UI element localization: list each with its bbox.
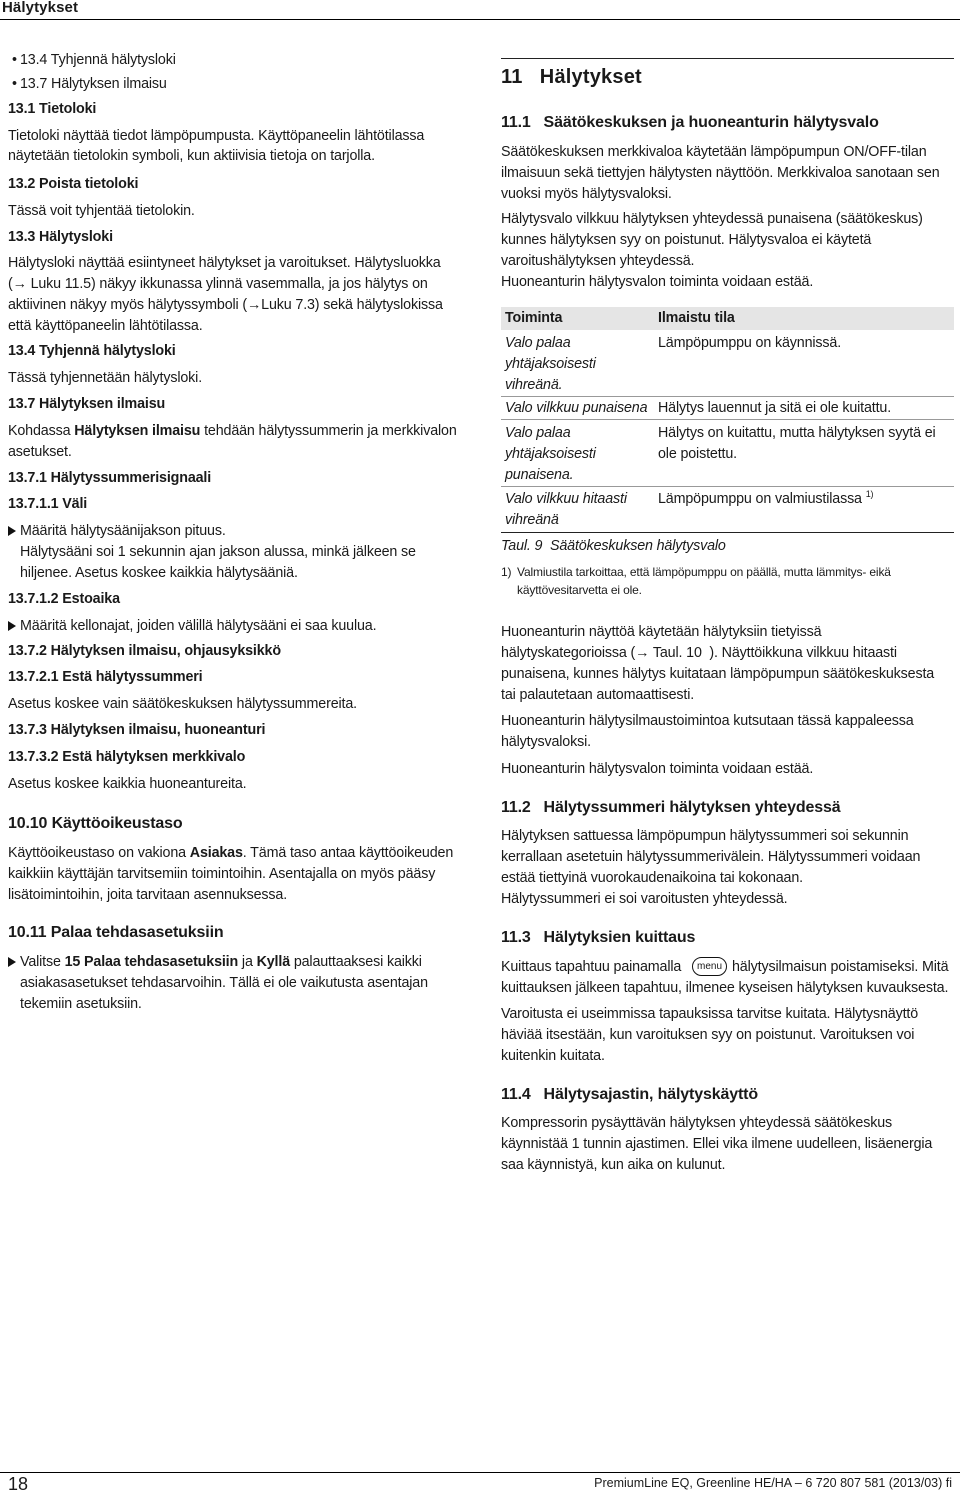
- paragraph-line: punaisena, kunnes hälytys kuitataan lämpöpumpun säätökeskuksesta: [501, 666, 935, 682]
- paragraph-line: hälytysilmaisun poistamiseksi. Mitä: [732, 959, 949, 975]
- menu-button-icon: menu: [692, 957, 727, 976]
- footnote-line: käyttövesitarvetta ei ole.: [517, 583, 642, 597]
- section-heading: 11.1 Säätökeskuksen ja huoneanturin hälytysvalo: [501, 114, 879, 131]
- table-cell: Valo palaa: [505, 335, 571, 351]
- table-header-cell: Toiminta: [505, 310, 563, 326]
- paragraph-line: tai palautetaan automaattisesti.: [501, 687, 695, 703]
- paragraph-line: Kompressorin pysäyttävän hälytyksen yhteydessä säätökeskus: [501, 1115, 893, 1131]
- paragraph-line: kuitenkin kuitata.: [501, 1048, 605, 1064]
- table-header-cell: Ilmaistu tila: [658, 310, 735, 326]
- paragraph-line: näytetään tietolokin symboli, kun aktiivisia tietoja on tarjolla.: [8, 148, 375, 164]
- paragraph-line: Tietoloki näyttää tiedot lämpöpumpusta. Käyttöpaneelin lähtötilassa: [8, 128, 425, 144]
- table-cell: ole poistettu.: [658, 446, 737, 462]
- paragraph-line: Hälytysääni soi 1 sekunnin ajan jakson alussa, minkä jälkeen se: [20, 544, 416, 560]
- paragraph-line: hälytyskategorioissa (→ Taul. 10 ). Näyttöikkuna vilkkuu hitaasti: [501, 645, 897, 661]
- table-cell: punaisena.: [505, 467, 574, 483]
- table-row-divider: [501, 486, 954, 487]
- chapter-rule: [501, 58, 954, 59]
- page-header: [0, 0, 960, 20]
- footnote-ref: 1): [865, 489, 874, 499]
- paragraph-line: [8, 843, 453, 864]
- table-caption: Taul. 9 Säätökeskuksen hälytysvalo: [501, 538, 726, 554]
- action-arrow-icon: [8, 526, 16, 536]
- section-heading: 13.3 Hälytysloki: [8, 229, 113, 245]
- table-cell: Valo vilkkuu hitaasti: [505, 491, 627, 507]
- text-run: Kohdassa: [8, 423, 75, 439]
- text-run-bold: 15 Palaa tehdasasetuksiin: [64, 954, 239, 970]
- paragraph-line: saa käynnistyä, kun aika on kulunut.: [501, 1157, 726, 1173]
- paragraph-line: Hälytysloki näyttää esiintyneet hälytykset ja varoitukset. Hälytysluokka: [8, 255, 441, 271]
- bullet-item: • 13.7 Hälytyksen ilmaisu: [20, 74, 167, 95]
- text-run: Valitse: [20, 954, 65, 970]
- action-line: Määritä hälytysäänijakson pituus.: [20, 523, 226, 539]
- action-line: Määritä kellonajat, joiden välillä hälytysääni ei saa kuulua.: [20, 618, 377, 634]
- table-cell: vihreänä.: [505, 377, 563, 393]
- paragraph-line: vuoksi myös hälytysvaloksi.: [501, 186, 672, 202]
- paragraph-line: asetukset.: [8, 444, 72, 460]
- section-heading: 11.4 Hälytysajastin, hälytyskäyttö: [501, 1086, 758, 1103]
- text-run: Käyttöoikeustaso on vakiona: [8, 845, 190, 861]
- paragraph-line: häviää itsestään, kun varoituksen syy on poistunut. Varoituksen voi: [501, 1027, 915, 1043]
- paragraph-line: Huoneanturin näyttöä käytetään hälytyksiin tietyissä: [501, 624, 822, 640]
- section-heading: 13.1 Tietoloki: [8, 101, 97, 117]
- paragraph-line: Huoneanturin hälytysvalon toiminta voidaan estää.: [501, 274, 814, 290]
- table-row-divider: [501, 419, 954, 420]
- section-heading: 13.7.1.1 Väli: [8, 496, 88, 512]
- table-cell: Valo palaa: [505, 425, 571, 441]
- section-heading: 13.7 Hälytyksen ilmaisu: [8, 396, 166, 412]
- section-heading: 13.2 Poista tietoloki: [8, 176, 139, 192]
- paragraph-line: Hälytyksen sattuessa lämpöpumpun hälytyssummeri soi sekunnin: [501, 828, 909, 844]
- text-run: ja: [238, 954, 257, 970]
- paragraph-line: asiakasasetukset tehdasarvoihin. Tällä ei ole vaikutusta asentajan: [20, 975, 428, 991]
- paragraph-line: käynnistää 1 tunnin ajastimen. Ellei vika ilmene uudelleen, lisäenergia: [501, 1136, 933, 1152]
- action-line: [20, 952, 422, 973]
- paragraph-line: Hälytysvalo vilkkuu hälytyksen yhteydessä punaisena (säätökeskus): [501, 211, 923, 227]
- section-heading: 11.3 Hälytyksien kuittaus: [501, 929, 696, 946]
- section-heading: 10.11 Palaa tehdasasetuksiin: [8, 924, 224, 941]
- paragraph-line: että käyttöpaneelin lähtötilassa.: [8, 318, 203, 334]
- section-heading: 10.10 Käyttöoikeustaso: [8, 815, 183, 832]
- text-run: . Tämä taso antaa käyttöoikeuden: [242, 845, 454, 861]
- paragraph-line: varoitushälytyksen yhteydessä.: [501, 253, 695, 269]
- paragraph-line: aktiivinen näkyy myös hälytyssymboli (→Luku 7.3) sekä hälytyslokissa: [8, 297, 443, 313]
- table-cell: yhtäjaksoisesti: [505, 446, 596, 462]
- section-heading: 13.7.2 Hälytyksen ilmaisu, ohjausyksikkö: [8, 643, 281, 659]
- bullet-item: • 13.4 Tyhjennä hälytysloki: [20, 50, 176, 71]
- table-cell: Hälytys lauennut ja sitä ei ole kuitattu.: [658, 400, 892, 416]
- section-heading: 13.7.1 Hälytyssummerisignaali: [8, 470, 212, 486]
- paragraph-line: Varoitusta ei useimmissa tapauksissa tarvitse kuitata. Hälytysnäyttö: [501, 1006, 919, 1022]
- paragraph-line: Hälytyssummeri ei soi varoitusten yhteydessä.: [501, 891, 788, 907]
- table-row-divider: [501, 396, 954, 397]
- section-heading: 13.7.2.1 Estä hälytyssummeri: [8, 669, 203, 685]
- paragraph-line: Huoneanturin hälytysvalon toiminta voidaan estää.: [501, 761, 814, 777]
- table-cell: Valo vilkkuu punaisena: [505, 400, 648, 416]
- text-run-bold: Asiakas: [189, 845, 243, 861]
- paragraph-line: Kuittaus tapahtuu painamalla: [501, 959, 682, 975]
- table-cell: yhtäjaksoisesti: [505, 356, 596, 372]
- page-number: 18: [8, 1474, 29, 1494]
- footnote-line: Valmiustila tarkoittaa, että lämpöpumppu on päällä, mutta lämmitys- eikä: [517, 565, 891, 579]
- section-heading: 13.7.3 Hälytyksen ilmaisu, huoneanturi: [8, 722, 266, 738]
- text-run: Lämpöpumppu on valmiustilassa: [658, 491, 862, 507]
- action-arrow-icon: [8, 621, 16, 631]
- paragraph-line: Tässä voit tyhjentää tietolokin.: [8, 203, 195, 219]
- footer-rule: [0, 1472, 960, 1473]
- footer-document-id: PremiumLine EQ, Greenline HE/HA – 6 720 807 581 (2013/03) fi: [594, 1476, 952, 1490]
- table-cell: Lämpöpumppu on käynnissä.: [658, 335, 842, 351]
- paragraph-line: Huoneanturin hälytysilmaustoimintoa kutsutaan tässä kappaleessa: [501, 713, 914, 729]
- paragraph-line: Tässä tyhjennetään hälytysloki.: [8, 370, 203, 386]
- paragraph-line: hiljenee. Asetus koskee kaikkia hälytysääniä.: [20, 565, 298, 581]
- paragraph-line: Asetus koskee vain säätökeskuksen hälytyssummereita.: [8, 696, 357, 712]
- paragraph-line: estää tiettyinä vuorokaudenaikoina tai kokonaan.: [501, 870, 803, 886]
- paragraph-line: tekemiin asetuksiin.: [20, 996, 142, 1012]
- table-cell: vihreänä: [505, 512, 559, 528]
- table-cell: Hälytys on kuitattu, mutta hälytyksen syytä ei: [658, 425, 936, 441]
- section-heading: 13.4 Tyhjennä hälytysloki: [8, 343, 176, 359]
- table-cell: [658, 489, 873, 510]
- paragraph-line: ilmaisuun sekä tiettyjen hälytysten näyttöön. Merkkivaloa sanotaan sen: [501, 165, 940, 181]
- table-bottom-rule: [501, 532, 954, 533]
- text-run-bold: Hälytyksen ilmaisu: [74, 423, 201, 439]
- paragraph-line: Asetus koskee kaikkia huoneantureita.: [8, 776, 247, 792]
- paragraph-line: lisätoimintoihin, joita tarvitaan asennuksessa.: [8, 887, 288, 903]
- section-heading: 11.2 Hälytyssummeri hälytyksen yhteydessä: [501, 799, 841, 816]
- section-heading: 13.7.1.2 Estoaika: [8, 591, 120, 607]
- footnote-number: 1): [501, 565, 512, 579]
- section-heading: 13.7.3.2 Estä hälytyksen merkkivalo: [8, 749, 246, 765]
- paragraph-line: kunnes hälytyksen syy on poistunut. Hälytysvaloa ei käytetä: [501, 232, 872, 248]
- text-run-bold: Kyllä: [256, 954, 290, 970]
- paragraph-line: kuittauksen jälkeen tapahtuu, ilmenee kyseisen hälytyksen kuvauksesta.: [501, 980, 949, 996]
- header-title: Hälytykset: [2, 0, 79, 16]
- chapter-title: 11 Hälytykset: [501, 66, 642, 88]
- text-run: palauttaaksesi kaikki: [290, 954, 422, 970]
- paragraph-line: kaikkiin käyttäjän tarvitsemiin toimintoihin. Asentajalla on myös pääsy: [8, 866, 436, 882]
- action-arrow-icon: [8, 957, 16, 967]
- paragraph-line: hälytysvaloksi.: [501, 734, 591, 750]
- paragraph-line: [8, 421, 457, 442]
- paragraph-line: (→ Luku 11.5) näkyy ikkunassa ylinnä vasemmalla, ja jos hälytys on: [8, 276, 428, 292]
- text-run: tehdään hälytyssummerin ja merkkivalon: [200, 423, 457, 439]
- paragraph-line: Säätökeskuksen merkkivaloa käytetään lämpöpumpun ON/OFF-tilan: [501, 144, 927, 160]
- paragraph-line: kerrallaan asetetuin hälytyssummerivälein. Hälytyssummeri voidaan: [501, 849, 921, 865]
